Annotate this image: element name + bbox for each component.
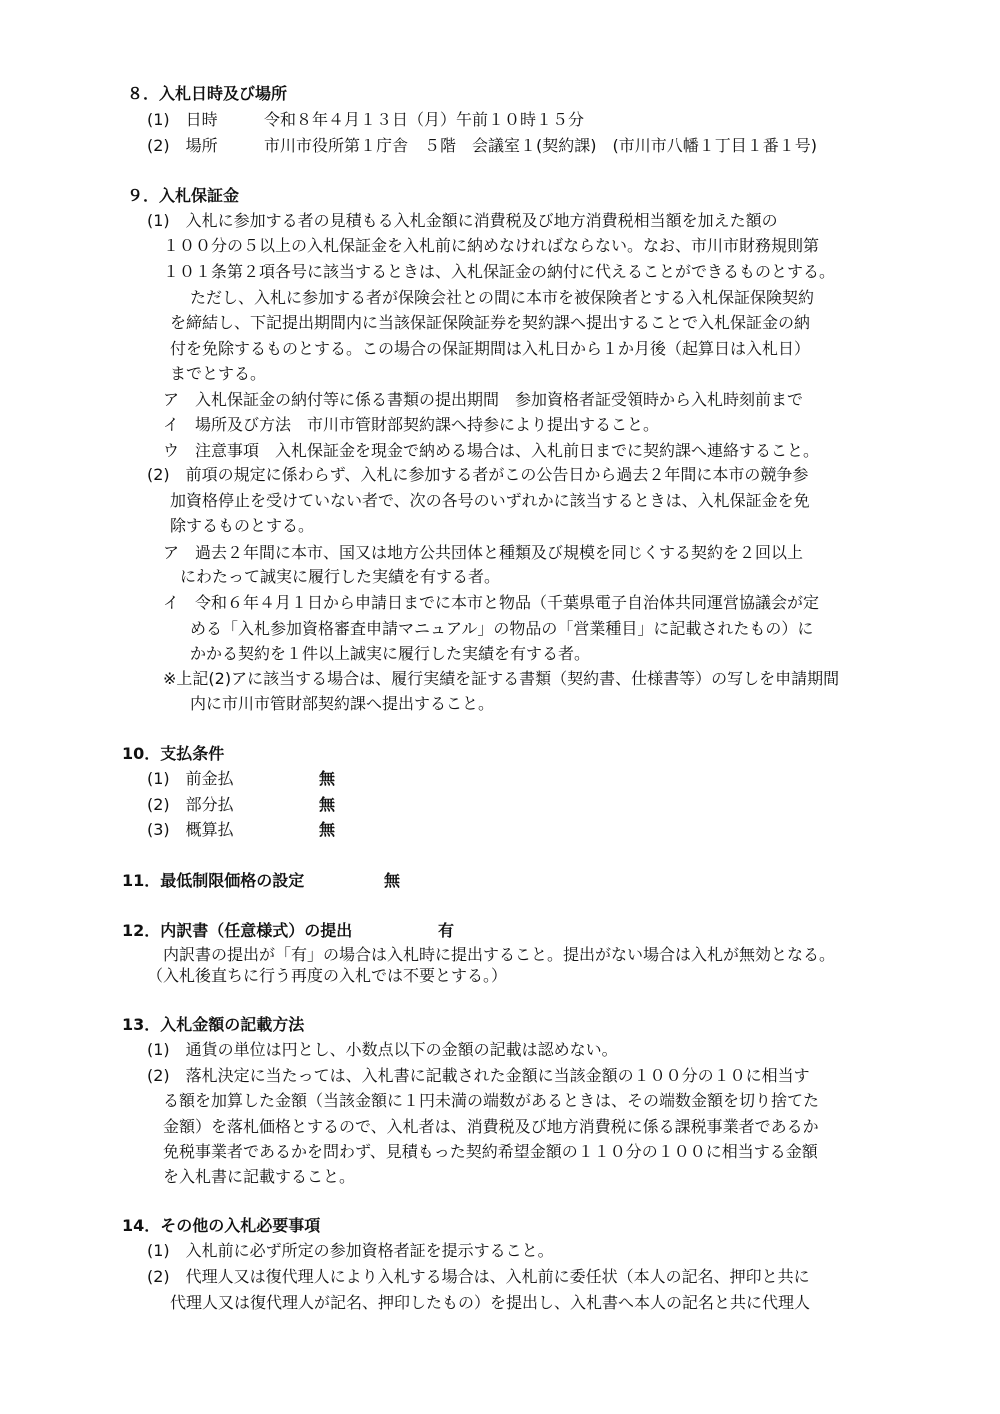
section-9-line: (2) 前項の規定に係わらず、入札に参加する者がこの公告日から過去２年間に本市の競争参 [147, 465, 809, 484]
section-14-line: (1) 入札前に必ず所定の参加資格者証を提示すること。 [147, 1241, 554, 1260]
section-13-line: 金額）を落札価格とするので、入札者は、消費税及び地方消費税に係る課税事業者であるか [163, 1117, 819, 1136]
section-9-line: ウ 注意事項 入札保証金を現金で納める場合は、入札前日までに契約課へ連絡すること。 [163, 441, 820, 460]
section-9-line: までとする。 [170, 364, 267, 383]
section-12-value: 有 [438, 921, 455, 940]
section-13-line: 免税事業者であるかを問わず、見積もった契約希望金額の１１０分の１００に相当する金額 [163, 1142, 818, 1161]
section-9-line: イ 場所及び方法 市川市管財部契約課へ持参により提出すること。 [163, 415, 660, 434]
section-9-line: 加資格停止を受けていない者で、次の各号のいずれかに該当するときは、入札保証金を免 [170, 491, 810, 510]
section-12-line: 内訳書の提出が「有」の場合は入札時に提出すること。提出がない場合は入札が無効となる。 [163, 945, 836, 964]
section-9-heading: ９．入札保証金 [127, 186, 240, 205]
section-8-date-value: 令和８年４月１３日（月）午前１０時１５分 [264, 110, 585, 129]
section-9-line: める「入札参加資格審査申請マニュアル」の物品の「営業種目」に記載されたもの）に [190, 619, 814, 638]
section-9-line: １００分の５以上の入札保証金を入札前に納めなければならない。なお、市川市財務規則第 [163, 236, 820, 255]
section-12-heading: 12．内訳書（任意様式）の提出 [122, 921, 353, 940]
section-9-line: かかる契約を１件以上誠実に履行した実績を有する者。 [190, 644, 591, 663]
section-9-line: １０１条第２項各号に該当するときは、入札保証金の納付に代えることができるものとする。 [163, 262, 836, 281]
section-9-line: ただし、入札に参加する者が保険会社との間に本市を被保険者とする入札保証保険契約 [190, 288, 815, 307]
section-14-heading: 14．その他の入札必要事項 [122, 1216, 321, 1235]
section-9-line: 内に市川市管財部契約課へ提出すること。 [190, 694, 495, 713]
section-13-line: を入札書に記載すること。 [163, 1167, 356, 1186]
section-9-line: ※上記(2)アに該当する場合は、履行実績を証する書類（契約書、仕様書等）の写しを申請期間 [163, 669, 840, 688]
section-10-row-value: 無 [319, 769, 336, 788]
section-8-place-label: (2) 場所 [147, 136, 218, 155]
section-13-line: る額を加算した金額（当該金額に１円未満の端数があるときは、その端数金額を切り捨てた [163, 1091, 820, 1110]
section-11-value: 無 [384, 871, 401, 890]
section-8-place-value: 市川市役所第１庁舎 ５階 会議室１(契約課) (市川市八幡１丁目１番１号) [264, 136, 817, 155]
section-10-row-value: 無 [319, 820, 336, 839]
section-10-row-label: (2) 部分払 [147, 795, 234, 814]
section-13-heading: 13．入札金額の記載方法 [122, 1015, 305, 1034]
section-10-row-value: 無 [319, 795, 336, 814]
section-9-line: にわたって誠実に履行した実績を有する者。 [180, 567, 501, 586]
section-9-line: 付を免除するものとする。この場合の保証期間は入札日から１か月後（起算日は入札日） [170, 339, 811, 358]
section-8-date-label: (1) 日時 [147, 110, 218, 129]
section-9-line: イ 令和６年４月１日から申請日までに本市と物品（千葉県電子自治体共同運営協議会が定 [163, 593, 820, 612]
section-10-heading: 10．支払条件 [122, 744, 225, 763]
section-13-line: (1) 通貨の単位は円とし、小数点以下の金額の記載は認めない。 [147, 1040, 618, 1059]
section-8-heading: ８．入札日時及び場所 [127, 84, 288, 103]
section-14-line: 代理人又は復代理人が記名、押印したもの）を提出し、入札書へ本人の記名と共に代理人 [170, 1293, 811, 1312]
section-10-row-label: (3) 概算払 [147, 820, 234, 839]
section-10-row-label: (1) 前金払 [147, 769, 234, 788]
section-14-line: (2) 代理人又は復代理人により入札する場合は、入札前に委任状（本人の記名、押印と共に [147, 1267, 810, 1286]
section-9-line: (1) 入札に参加する者の見積もる入札金額に消費税及び地方消費税相当額を加えた額の [147, 211, 778, 230]
section-9-line: ア 入札保証金の納付等に係る書類の提出期間 参加資格者証受領時から入札時刻前まで [163, 390, 804, 409]
section-13-line: (2) 落札決定に当たっては、入札書に記載された金額に当該金額の１００分の１０に相当す [147, 1066, 810, 1085]
section-9-line: を締結し、下記提出期間内に当該保証保険証券を契約課へ提出することで入札保証金の納 [170, 313, 811, 332]
section-11-heading: 11．最低制限価格の設定 [122, 871, 305, 890]
section-9-line: ア 過去２年間に本市、国又は地方公共団体と種類及び規模を同じくする契約を２回以上 [163, 543, 804, 562]
section-12-line: （入札後直ちに行う再度の入札では不要とする。） [147, 966, 508, 985]
section-9-line: 除するものとする。 [170, 516, 315, 535]
